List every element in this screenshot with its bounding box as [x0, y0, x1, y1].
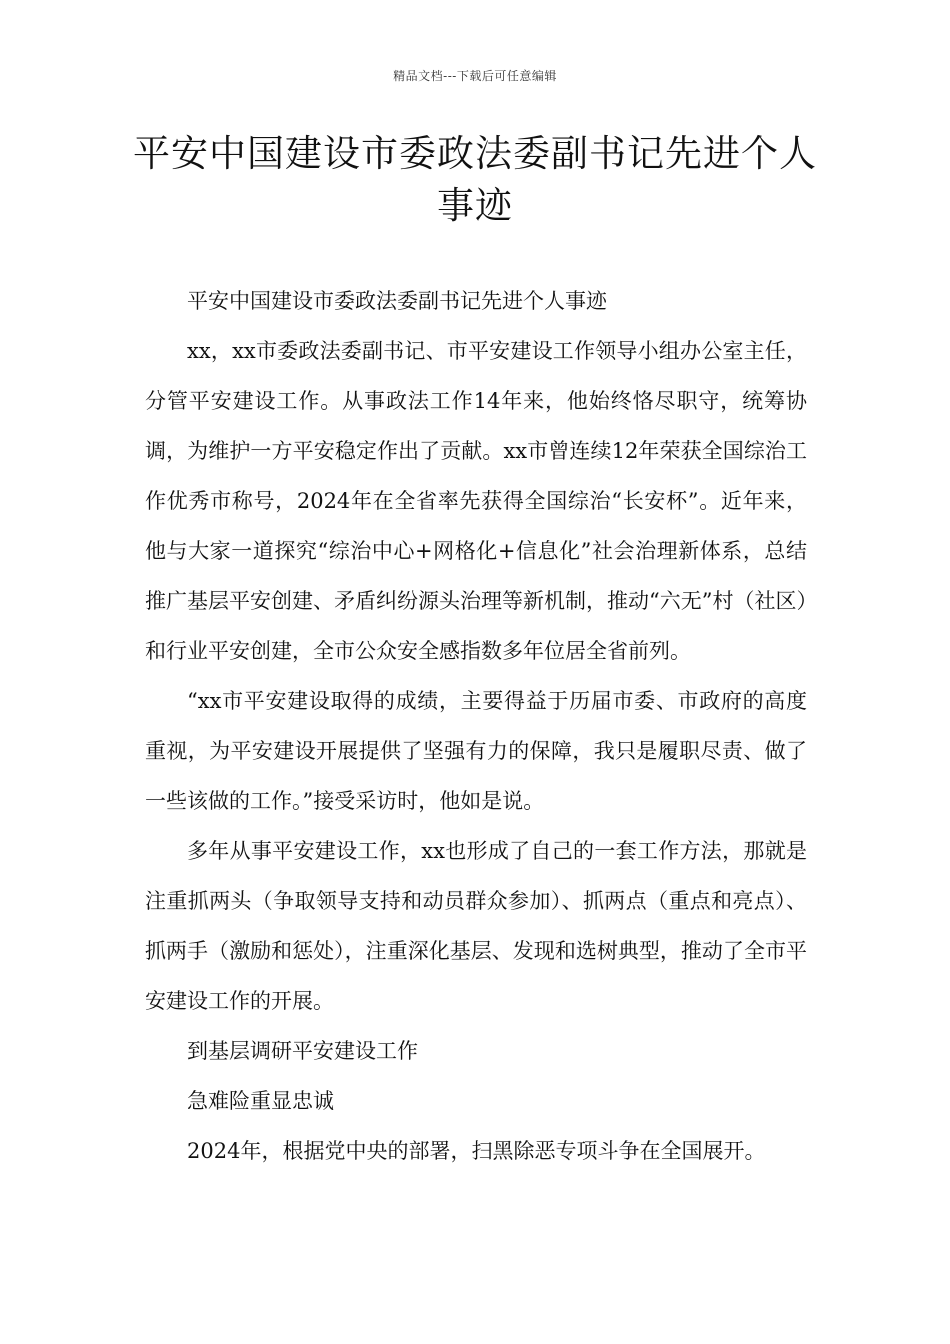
- document-body: [145, 276, 807, 1176]
- paragraph: xx，xx市委政法委副书记、市平安建设工作领导小组办公室主任，分管平安建设工作。从事政法工作14年来，他始终恪尽职守，统筹协调，为维护一方平安稳定作出了贡献。xx市曾连续12年荣获全国综治工作优秀市称号，2024年在全省率先获得全国综治“长安杯”。近年来，他与大家一道探究“综治中心+网格化+信息化”社会治理新体系，总结推广基层平安创建、矛盾纠纷源头治理等新机制，推动“六无”村（社区）和行业平安创建，全市公众安全感指数多年位居全省前列。: [145, 339, 807, 663]
- document-title: 平安中国建设市委政法委副书记先进个人事迹: [133, 132, 817, 227]
- section-heading: 到基层调研平安建设工作: [187, 1039, 418, 1063]
- paragraph-subtitle: 平安中国建设市委政法委副书记先进个人事迹: [187, 289, 607, 313]
- header-note: 精品文档---下载后可任意编辑: [393, 69, 557, 83]
- paragraph: 2024年，根据党中央的部署，扫黑除恶专项斗争在全国展开。: [187, 1139, 766, 1163]
- paragraph: “xx市平安建设取得的成绩，主要得益于历届市委、市政府的高度重视，为平安建设开展提供了坚强有力的保障，我只是履职尽责、做了一些该做的工作。”接受采访时，他如是说。: [145, 689, 807, 813]
- paragraph: 多年从事平安建设工作，xx也形成了自己的一套工作方法，那就是注重抓两头（争取领导支持和动员群众参加）、抓两点（重点和亮点）、抓两手（激励和惩处），注重深化基层、发现和选树典型，推动了全市平安建设工作的开展。: [145, 839, 807, 1013]
- section-heading: 急难险重显忠诚: [187, 1089, 334, 1113]
